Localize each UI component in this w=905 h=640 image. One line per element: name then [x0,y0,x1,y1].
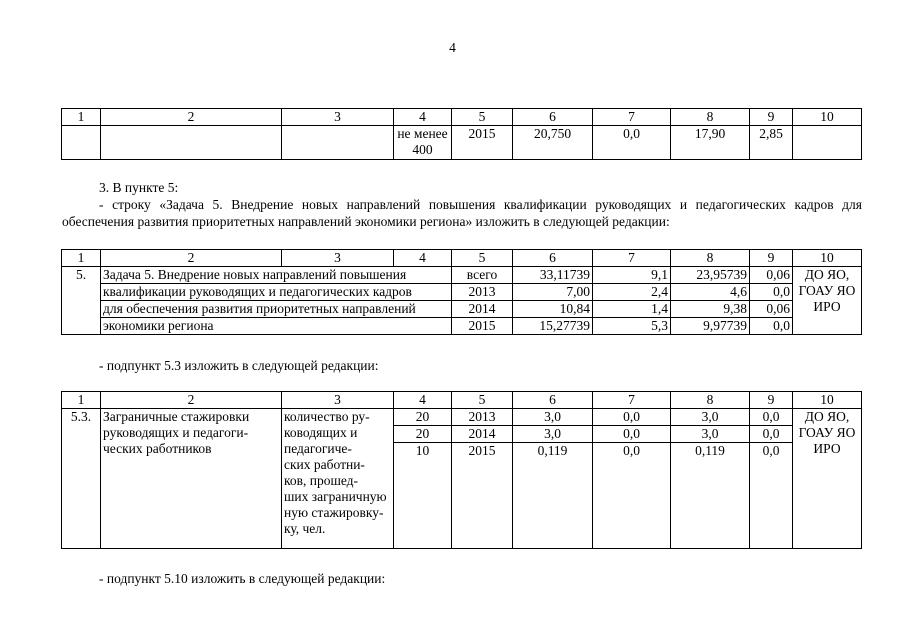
task-title-line: квалификации руководящих и педагогических кадров [101,284,452,301]
header-cell: 9 [750,392,793,409]
table-cell: 0,119 [513,443,593,549]
table-cell: 0,119 [671,443,750,549]
table-cell: 2013 [452,284,513,301]
header-cell: 3 [282,250,394,267]
header-cell: 4 [394,250,452,267]
header-cell: 7 [593,392,671,409]
cell-line: Заграничные стажировки [103,409,250,424]
cell-line: не менее [397,126,448,141]
table-cell: 5,3 [593,318,671,335]
header-cell: 8 [671,392,750,409]
cell-line: ководящих и [284,425,358,440]
table-cell: 2014 [452,301,513,318]
header-cell: 5 [452,109,513,126]
header-cell: 10 [793,250,862,267]
header-cell: 5 [452,250,513,267]
table-header-row [62,392,862,409]
table-cell: 0,06 [750,267,793,284]
table-cell: 2013 [452,409,513,426]
table-row [62,409,862,426]
cell-line: ИРО [813,441,841,456]
cell-line: ческих работников [103,441,212,456]
table-cell: 2,4 [593,284,671,301]
table-cell: 1,4 [593,301,671,318]
table-cell: 20 [394,426,452,443]
header-cell: 4 [394,109,452,126]
table-cell: 0,0 [750,284,793,301]
header-cell: 8 [671,250,750,267]
table-cell: 10,84 [513,301,593,318]
task-title-line: экономики региона [101,318,452,335]
table-cell: 4,6 [671,284,750,301]
responsible-cell [793,267,862,335]
table-cell: 15,27739 [513,318,593,335]
table-row [62,284,862,301]
subpoint-5-3-table [61,391,862,549]
table-cell: 0,0 [593,409,671,426]
paragraph-point-5: 3. В пункте 5: [99,180,179,195]
table-cell [394,126,452,160]
table-cell: 0,0 [750,318,793,335]
row-number: 5. [62,267,101,335]
table-row [62,318,862,335]
cell-line: ских работни- [284,457,365,472]
table-cell [62,126,101,160]
indicator-cell [282,409,394,549]
table-cell: 0,0 [593,126,671,160]
header-cell: 2 [101,250,282,267]
cell-line: ку, чел. [284,521,326,536]
paragraph-task-5: - строку «Задача 5. Внедрение новых направлений повышения квалификации руководящих и педагогических кадров для обеспечения развития приоритетных направлений экономики региона» изложить в следующей редакции: [62,197,862,229]
table-cell [793,126,862,160]
table-cell: 0,0 [750,409,793,426]
header-cell: 2 [101,109,282,126]
header-cell: 1 [62,109,101,126]
table-cell: 20 [394,409,452,426]
header-cell: 10 [793,392,862,409]
header-cell: 1 [62,392,101,409]
header-cell: 6 [513,392,593,409]
table-cell: 20,750 [513,126,593,160]
header-cell: 3 [282,392,394,409]
cell-line: ГОАУ ЯО [798,283,856,298]
table-cell: 3,0 [513,409,593,426]
paragraph-subpoint-5-3: - подпункт 5.3 изложить в следующей редакции: [99,358,379,373]
cell-line: ших заграничную [284,489,387,504]
continuation-table [61,108,862,160]
table-cell: 3,0 [671,409,750,426]
task-title-line: для обеспечения развития приоритетных направлений [101,301,452,318]
header-cell: 6 [513,250,593,267]
table-cell: 2015 [452,318,513,335]
header-cell: 6 [513,109,593,126]
table-cell: 0,0 [750,443,793,549]
table-row [62,301,862,318]
cell-line: 400 [412,142,433,157]
header-cell: 7 [593,109,671,126]
task-title-line: Задача 5. Внедрение новых направлений повышения [101,267,452,284]
table-cell: 7,00 [513,284,593,301]
cell-line: руководящих и педагоги- [103,425,249,440]
header-cell: 4 [394,392,452,409]
table-cell: 0,0 [593,443,671,549]
header-cell: 10 [793,109,862,126]
table-cell: 0,0 [593,426,671,443]
table-cell [101,126,282,160]
row-number: 5.3. [62,409,101,549]
table-cell: 17,90 [671,126,750,160]
table-row [62,267,862,284]
cell-line: количество ру- [284,409,370,424]
activity-name-cell [101,409,282,549]
cell-line: ИРО [813,299,841,314]
cell-line: педагогиче- [284,441,352,456]
header-cell: 7 [593,250,671,267]
header-cell: 8 [671,109,750,126]
table-cell: 2,85 [750,126,793,160]
table-cell: всего [452,267,513,284]
table-cell: 9,1 [593,267,671,284]
table-cell [282,126,394,160]
table-cell: 2015 [452,443,513,549]
header-cell: 3 [282,109,394,126]
table-cell: 0,06 [750,301,793,318]
cell-line: ДО ЯО, [804,409,850,424]
task5-table [61,249,862,335]
cell-line: ДО ЯО, [804,267,850,282]
table-cell: 33,11739 [513,267,593,284]
table-cell: 2015 [452,126,513,160]
table-cell: 23,95739 [671,267,750,284]
cell-line: ную стажировку- [284,505,384,520]
table-cell: 2014 [452,426,513,443]
table-cell: 9,97739 [671,318,750,335]
header-cell: 1 [62,250,101,267]
header-cell: 9 [750,250,793,267]
responsible-cell [793,409,862,549]
page-number: 4 [449,40,456,55]
table-cell: 0,0 [750,426,793,443]
header-cell: 5 [452,392,513,409]
table-cell: 9,38 [671,301,750,318]
table-header-row [62,250,862,267]
table-header-row [62,109,862,126]
table-cell: 10 [394,443,452,549]
table-row [62,126,862,160]
paragraph-subpoint-5-10: - подпункт 5.10 изложить в следующей редакции: [99,571,386,586]
cell-line: ГОАУ ЯО [798,425,856,440]
table-cell: 3,0 [513,426,593,443]
header-cell: 9 [750,109,793,126]
header-cell: 2 [101,392,282,409]
table-cell: 3,0 [671,426,750,443]
cell-line: ков, прошед- [284,473,359,488]
